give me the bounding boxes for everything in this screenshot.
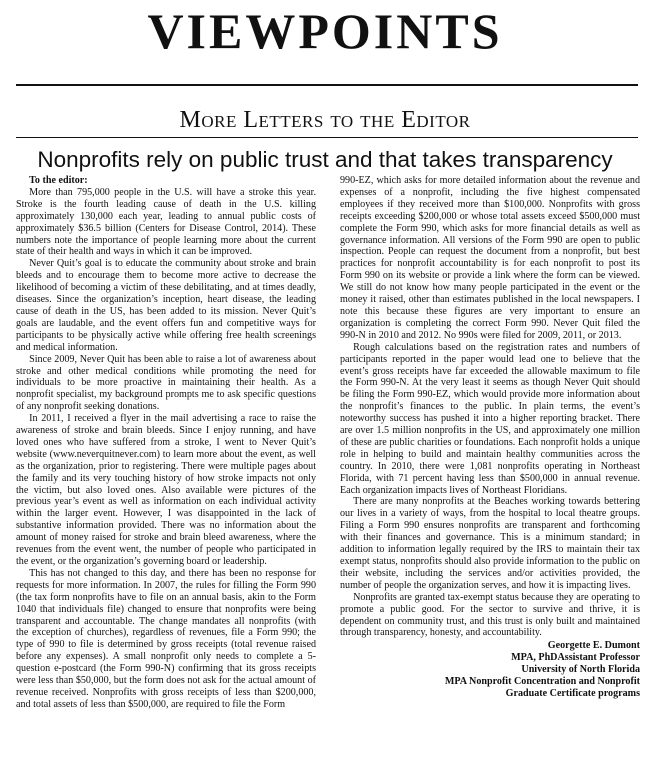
top-rule (16, 84, 638, 86)
signature-block (340, 640, 640, 700)
headline: Nonprofits rely on public trust and that takes transparency (37, 147, 613, 172)
masthead: VIEWPOINTS (147, 3, 503, 59)
salutation: To the editor: (29, 175, 88, 186)
paragraph: Rough calculations based on the registration rates and numbers of participants reported in the paper would lead one to believe that the event’s gross receipts have far exceeded the allowable maximum to file the Form 990-N. At the very least it seems as though Never Quit should be filing the Form 990-EZ, which would provide more information about the nonprofit’s finances to the public. In plain terms, the event’s noteworthy success has pushed it into a higher reporting bracket. There are over 1.5 million nonprofits in the US, and approximately one million of these are public charities or foundations. Each nonprofit holds a unique role in helping to build and maintain healthy communities across the country. In 2010, there were 1,081 nonprofits operating in Northeast Florida, with 71 percent having less than $500,000 in annual revenue. Each organization impacts lives of Northeast Floridians. (340, 341, 640, 496)
paragraph: Nonprofits are granted tax-exempt status because they are operating to promote a public good. For the sector to survive and thrive, it is dependent on community trust, and this trust is only built and maintained through transparency, honesty, and accountability. (340, 591, 640, 639)
paragraph: Never Quit’s goal is to educate the community about stroke and brain bleeds and to encourage them to become more active to decrease the likelihood of becoming a victim of these debilitating, and at times deadly, diseases. Since the organization’s inception, heart disease, the leading cause of death in the US, has been added to its mission. Never Quit’s goals are laudable, and the event offers fun and competitive ways for participants to be physically active while offering free health screenings and medical information. (16, 258, 316, 353)
paragraph: There are many nonprofits at the Beaches working towards bettering our lives in a variety of ways, from the hospital to local theatre groups. Filing a Form 990 ensures nonprofits are transparent and forthcoming with their finances and governance. This is a minimum standard; in addition to information legally required by the IRS to maintain their tax exempt status, nonprofits should also provide information to the public on their website, including the services and/or activities provided, the number of people the organization serves, and how it is impacting lives. (340, 496, 640, 591)
paragraph: In 2011, I received a flyer in the mail advertising a race to raise the awareness of stroke and brain bleeds. Since I enjoy running, and have loved ones who have suffered from a stroke, I went to Never Quit’s website (www.neverquitnever.com) to learn more about the event, as well as the organization, prior to registering. There were multiple pages about the family and its very touching history of how stroke impacts not only the victim, but also loved ones. Also available were pictures of the previous year’s event as well as information on each individual activity within the larger event. However, I was disappointed in the lack of substantive information provided. There was no information about the amount of money raised for stroke and brain bleed awareness, where the revenues from the event went, the number of people who participated in the event, or the organization’s governing board or leadership. (16, 413, 316, 567)
signature-university: University of North Florida (521, 664, 640, 676)
signature-certificate: Graduate Certificate programs (505, 687, 640, 699)
paragraph: More than 795,000 people in the U.S. will have a stroke this year. Stroke is the fourth leading cause of death in the U.S. killing approximately 130,000 each year, leading to annual public costs of approximately $36.5 billion (Centers for Disease Control, 2014). These numbers note the importance of people learning more about the current state of their health and ways in which it can be improved. (16, 186, 316, 258)
signature-program: MPA Nonprofit Concentration and Nonprofit (444, 676, 640, 688)
right-column (340, 175, 640, 700)
signature-title: MPA, PhDAssistant Professor (511, 652, 640, 664)
section-title: More Letters to the Editor (179, 107, 471, 133)
paragraph: 990-EZ, which asks for more detailed information about the revenue and expenses of a nonprofit, including the five highest compensated employees if they received more than $100,000. Nonprofits with gross receipts exceeding $200,000 or whose total assets exceed $500,000 must complete the Form 990, which asks for more financial details as well as governance information. All versions of the Form 990 are open to public inspection. People can request the document from a nonprofit, but best practices for nonprofit accountability is for each nonprofit to post its Form 990 on its website or provide a link where the form can be viewed. We still do not know how many people participated in the event or the money it raised, other than estimates published in the local newspapers. I note this because these figures are very important to ensure an organization is completing the correct Form 990. Never Quit filed the 990-N in 2010 and 2012. No 990s were filed for 2009, 2011, or 2013. (340, 175, 640, 341)
bottom-rule (16, 137, 638, 138)
paragraph: Since 2009, Never Quit has been able to raise a lot of awareness about stroke and other medical conditions while promoting the need for individuals to be more proactive in maintaining their health. As a nonprofit specialist, my background prompts me to ask specific questions of any nonprofit seeking donations. (16, 353, 316, 413)
left-column (16, 175, 316, 711)
signature-name: Georgette E. Dumont (547, 640, 640, 652)
paragraph: This has not changed to this day, and there has been no response for requests for more information. In 2007, the rules for filling the Form 990 (the tax form nonprofits have to file on an annual basis, akin to the Form 1040 that individuals file) changed to ensure that nonprofits were being transparent and accountable. The change mandates all nonprofits (with the exception of churches), regardless of revenues, file a Form 990; the type of 990 to file is determined by gross receipts (total revenue raised before any expenses). A small nonprofit only needs to complete a 5-question e-postcard (the Form 990-N) confirming that its gross receipts were less than $50,000, but the form does not ask for the actual amount of revenue received. Nonprofits with gross receipts of less than $200,000, and total assets of less than $500,000, are required to file the Form (16, 567, 316, 710)
